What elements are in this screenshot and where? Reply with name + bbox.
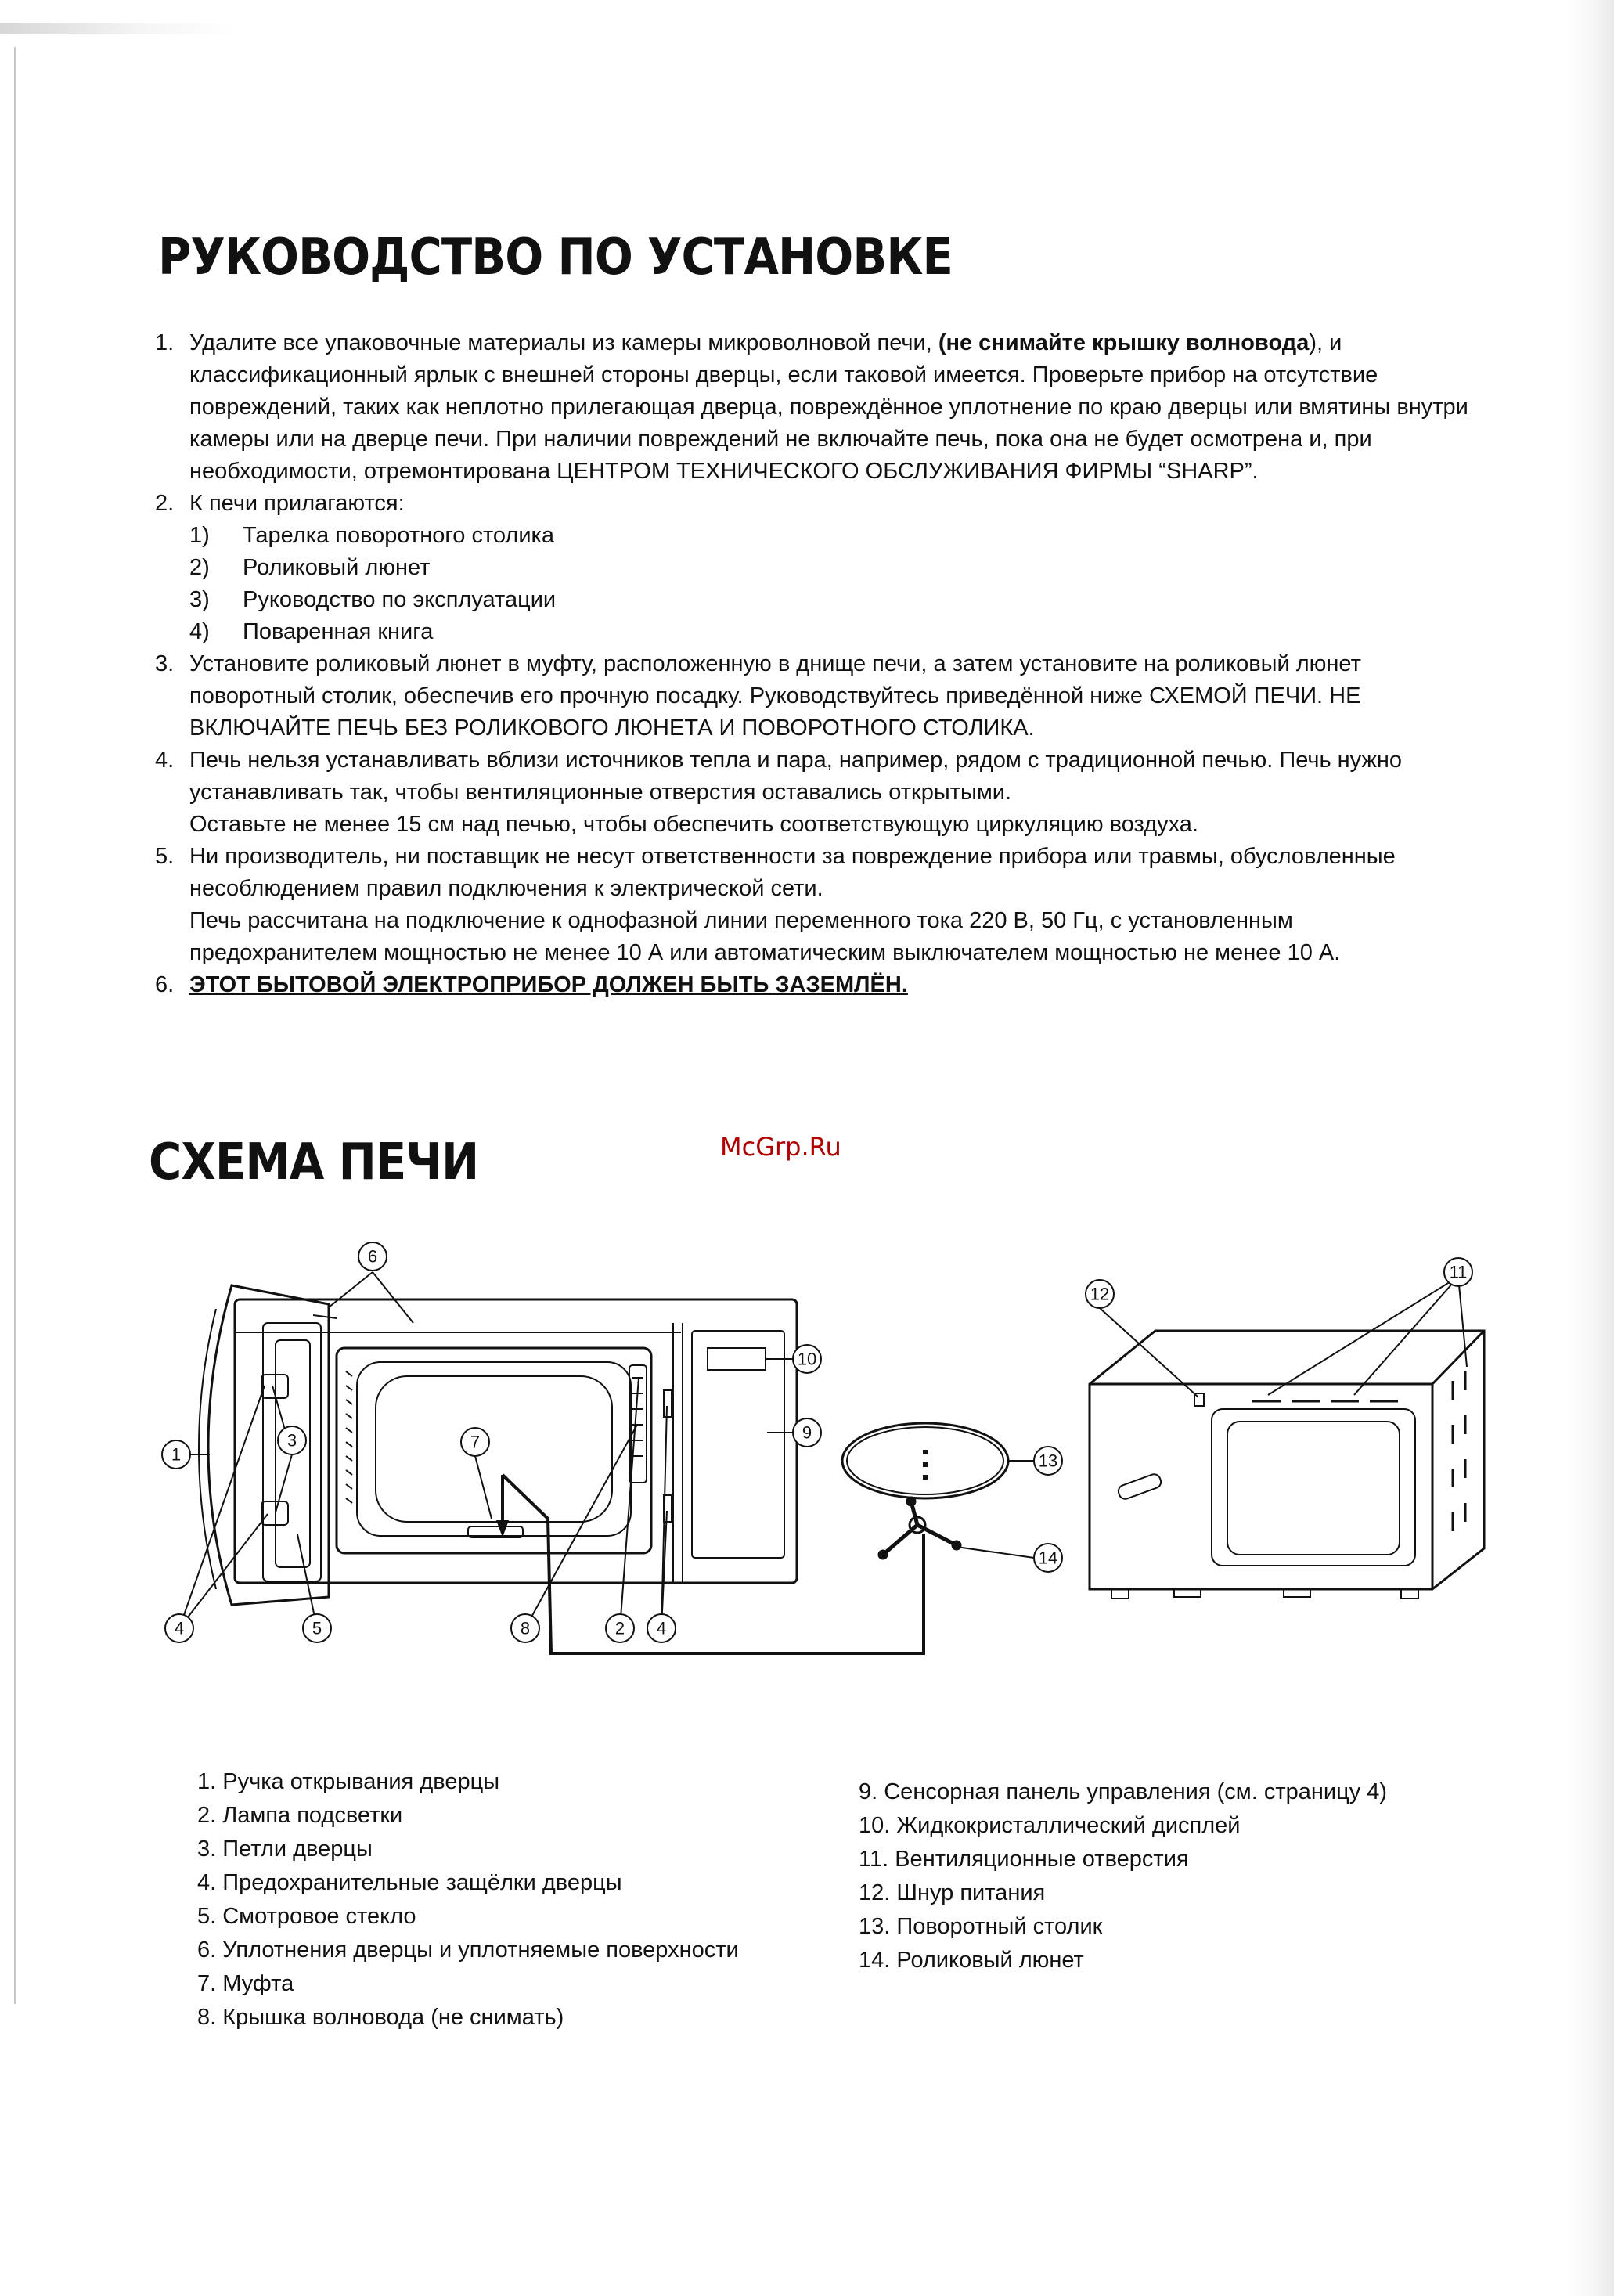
instruction-4: 4. Печь нельзя устанавливать вблизи источников тепла и пара, например, рядом с традиционной печью. Печь нужно устанавливать так, чтобы вентиляционные отверстия оставались открытыми. Оставьте не менее 15 см над печью, чтобы обеспечить соответствующую циркуляцию воздуха. — [155, 748, 1403, 837]
instruction-2: 2. К печи прилагаются: — [155, 491, 405, 516]
callout-14: 14 — [1038, 1548, 1058, 1568]
legend-item-4: 4. Предохранительные защёлки дверцы — [197, 1870, 622, 1895]
callout-1: 1 — [171, 1444, 182, 1465]
callout-6: 6 — [367, 1246, 378, 1267]
accessory-4: 4) Поваренная книга — [189, 619, 434, 644]
scan-edge-line — [14, 47, 16, 2004]
legend-left — [197, 1765, 739, 2035]
instruction-6: 6. ЭТОТ БЫТОВОЙ ЭЛЕКТРОПРИБОР ДОЛЖЕН БЫТЬ ЗАЗЕМЛЁН. — [155, 972, 908, 997]
callout-2: 2 — [614, 1618, 625, 1638]
callout-leaders — [179, 1272, 1467, 1628]
legend-item-9: 9. Сенсорная панель управления (см. страницу 4) — [859, 1779, 1388, 1804]
scan-smudge-top — [0, 23, 235, 34]
callout-5: 5 — [312, 1618, 322, 1638]
callout-7: 7 — [470, 1432, 481, 1452]
callout-11: 11 — [1449, 1262, 1468, 1282]
oven-rear-view — [1090, 1331, 1484, 1599]
install-instructions — [155, 327, 1479, 1001]
callout-13: 13 — [1038, 1451, 1058, 1471]
callout-12: 12 — [1090, 1284, 1110, 1304]
instruction-5: 5. Ни производитель, ни поставщик не несут ответственности за повреждение прибора или травмы, обусловленные несоблюдением правил подключения к электрической сети. Печь рассчитана на подключение к однофазной линии переменного тока 220 В, 50 Гц, с установленным предохранителем мощностью не менее 10 А или автоматическим выключателем мощностью не менее 10 А. — [155, 844, 1396, 965]
legend-item-7: 7. Муфта — [197, 1971, 294, 1996]
install-title: РУКОВОДСТВО ПО УСТАНОВКЕ — [158, 229, 953, 287]
legend-item-14: 14. Роликовый люнет — [859, 1948, 1084, 1973]
legend-item-8: 8. Крышка волновода (не снимать) — [197, 2005, 564, 2030]
oven-diagram — [0, 1221, 1614, 1660]
instruction-3: 3. Установите роликовый люнет в муфту, расположенную в днище печи, а затем установите на роликовый люнет поворотный столик, обеспечив его прочную посадку. Руководствуйтесь приведённой ниже СХЕМОЙ ПЕЧИ. НЕ ВКЛЮЧАЙТЕ ПЕЧЬ БЕЗ РОЛИКОВОГО ЛЮНЕТА И ПОВОРОТНОГО СТОЛИКА. — [155, 651, 1361, 741]
legend-item-13: 13. Поворотный столик — [859, 1914, 1103, 1939]
callout-4a: 4 — [174, 1618, 185, 1638]
legend-item-3: 3. Петли дверцы — [197, 1836, 373, 1862]
legend-item-11: 11. Вентиляционные отверстия — [859, 1847, 1189, 1872]
accessory-1: 1) Тарелка поворотного столика — [189, 523, 554, 548]
callout-3: 3 — [286, 1430, 297, 1451]
legend-right — [859, 1775, 1387, 1977]
watermark: McGrp.Ru — [720, 1132, 841, 1162]
oven-door — [199, 1285, 337, 1605]
callout-10: 10 — [797, 1349, 817, 1369]
legend-item-12: 12. Шнур питания — [859, 1880, 1046, 1905]
legend-item-10: 10. Жидкокристаллический дисплей — [859, 1813, 1241, 1838]
legend-item-6: 6. Уплотнения дверцы и уплотняемые поверхности — [197, 1937, 739, 1963]
scheme-title: СХЕМА ПЕЧИ — [149, 1134, 479, 1191]
callout-4b: 4 — [656, 1618, 667, 1638]
legend-item-2: 2. Лампа подсветки — [197, 1803, 403, 1828]
legend-item-5: 5. Смотровое стекло — [197, 1904, 416, 1929]
accessory-2: 2) Роликовый люнет — [189, 555, 431, 580]
scan-shadow-right — [1567, 0, 1614, 2296]
legend-item-1: 1. Ручка открывания дверцы — [197, 1769, 500, 1794]
oven-front-view — [235, 1299, 797, 1583]
accessory-3: 3) Руководство по эксплуатации — [189, 587, 557, 612]
callout-9: 9 — [802, 1422, 812, 1443]
instruction-1: 1. Удалите все упаковочные материалы из камеры микроволновой печи, (не снимайте крышку волновода), и классификационный ярлык с внешней стороны дверцы, если таковой имеется. Проверьте прибор на отсутствие повреждений, таких как неплотно прилегающая дверца, повреждённое уплотнение по краю дверцы или вмятины внутри камеры или на дверце печи. При наличии повреждений не включайте печь, пока она не будет осмотрена и, при необходимости, отремонтирована ЦЕНТРОМ ТЕХНИЧЕСКОГО ОБСЛУЖИВАНИЯ ФИРМЫ “SHARP”. — [155, 330, 1468, 484]
callout-8: 8 — [520, 1618, 531, 1638]
